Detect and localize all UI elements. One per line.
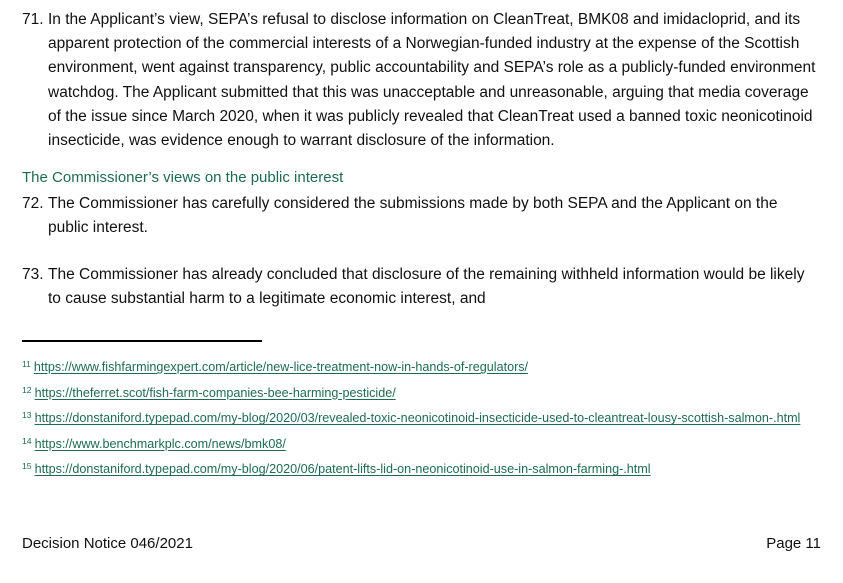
footnote-link[interactable]: https://www.benchmarkplc.com/news/bmk08/ <box>34 436 286 451</box>
footnote-link[interactable]: https://theferret.scot/fish-farm-companies-bee-harming-pesticide/ <box>34 385 396 400</box>
paragraph-number: 73. <box>22 265 44 283</box>
footnote-list <box>0 355 843 479</box>
footnote-area <box>0 340 843 483</box>
footnote-item <box>22 381 827 403</box>
footnote-link[interactable]: https://donstaniford.typepad.com/my-blog/2020/03/revealed-toxic-neonicotinoid-insecticide-used-to-cleantreat-lousy-scottish-salmon-.html <box>34 411 801 426</box>
paragraph-71 <box>0 8 843 153</box>
footnote-number: 14 <box>22 435 32 446</box>
section-heading: The Commissioner’s views on the public interest <box>22 169 344 187</box>
paragraph-text: The Commissioner has carefully considered the submissions made by both SEPA and the Applicant on the public interest. <box>48 195 778 237</box>
paragraph-text: In the Applicant’s view, SEPA’s refusal to disclose information on CleanTreat, BMK08 and imidacloprid, and its apparent protection of the commercial interests of a Norwegian-funded industry at the expense of the Scottish environment, went against transparency, public accountability and SEPA’s role as a publicly-funded environment watchdog. The Applicant submitted that this was unacceptable and unreasonable, arguing that media coverage of the issue since March 2020, when it was publicly revealed that CleanTreat used a banned toxic neonicotinoid insecticide, was evidence enough to warrant disclosure of the information. <box>48 11 816 150</box>
document-body <box>0 8 843 325</box>
footnote-number: 12 <box>22 384 32 395</box>
page-footer <box>0 534 843 554</box>
footnote-item <box>22 457 827 479</box>
paragraph-72 <box>0 192 843 240</box>
footnote-separator-rule <box>22 340 262 342</box>
paragraph-text: The Commissioner has already concluded that disclosure of the remaining withheld information would be likely to cause substantial harm to a legitimate economic interest, and <box>48 265 805 307</box>
footnote-item <box>22 406 827 428</box>
footer-page-number: Page 11 <box>766 535 821 552</box>
footnote-link[interactable]: https://www.fishfarmingexpert.com/article/new-lice-treatment-now-in-hands-of-regulators/ <box>33 360 529 374</box>
footnote-number: 15 <box>22 461 32 472</box>
footer-document-reference: Decision Notice 046/2021 <box>22 535 193 552</box>
paragraph-number: 72. <box>22 195 44 213</box>
footnote-item <box>22 355 827 377</box>
paragraph-number: 71. <box>22 11 44 28</box>
footnote-number: 13 <box>22 410 32 421</box>
footnote-item <box>22 432 827 454</box>
footnote-link[interactable]: https://donstaniford.typepad.com/my-blog/2020/06/patent-lifts-lid-on-neonicotinoid-use-in-salmon-farming-.html <box>34 462 651 477</box>
footnote-number: 11 <box>22 359 31 369</box>
paragraph-73 <box>0 263 843 311</box>
